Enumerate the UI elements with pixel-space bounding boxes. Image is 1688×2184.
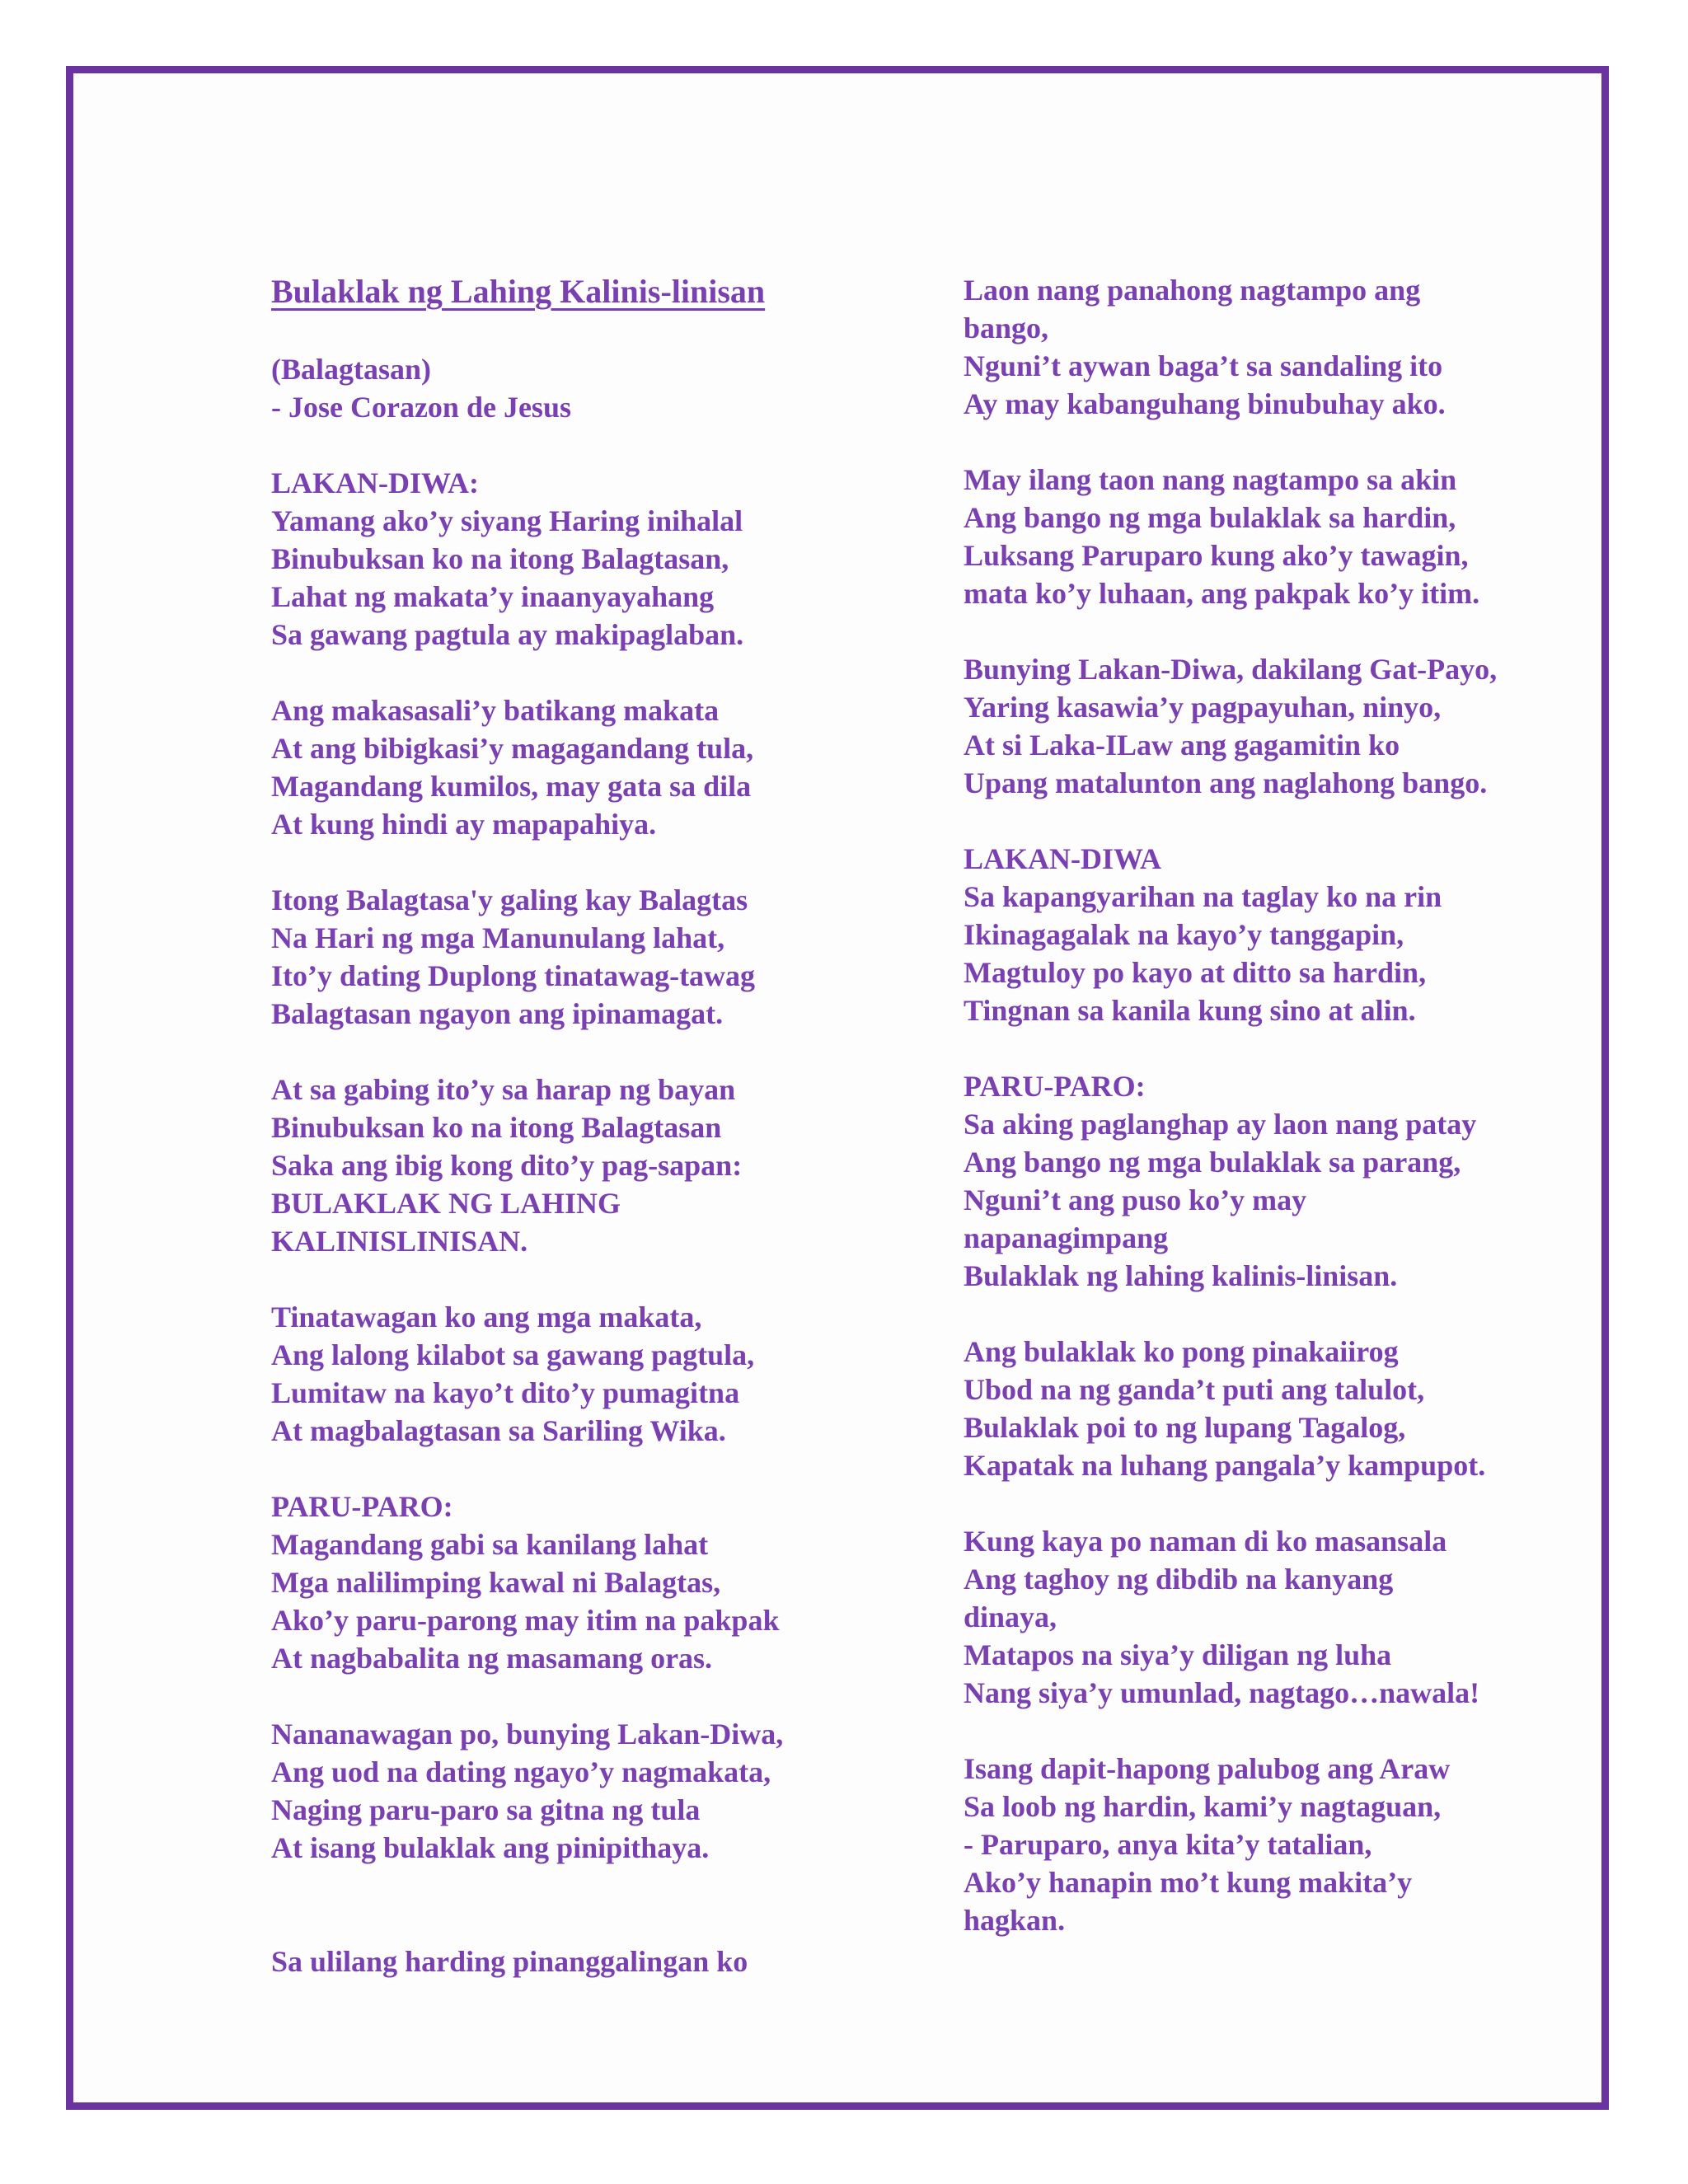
poem-subtitle: (Balagtasan) — [271, 353, 432, 386]
stanza — [271, 691, 873, 843]
poem-line: Ang bango ng mga bulaklak sa parang, — [964, 1146, 1461, 1179]
poem-line: May ilang taon nang nagtampo sa akin — [964, 463, 1457, 496]
poem-line: Ito’y dating Duplong tinatawag-tawag — [271, 959, 756, 992]
right-stanzas — [964, 271, 1565, 1939]
poem-line: Sa gawang pagtula ay makipaglaban. — [271, 618, 744, 651]
poem-line: At nagbabalita ng masamang oras. — [271, 1642, 713, 1675]
poem-line: bango, — [964, 312, 1049, 344]
stanza — [271, 1298, 873, 1450]
poem-line: Ako’y hanapin mo’t kung makita’y — [964, 1866, 1413, 1899]
poem-line: At si Laka-ILaw ang gagamitin ko — [964, 729, 1400, 762]
poem-line: At isang bulaklak ang pinipithaya. — [271, 1831, 710, 1864]
poem-line: Laon nang panahong nagtampo ang — [964, 274, 1421, 307]
poem-line: Lahat ng makata’y inaanyayahang — [271, 580, 715, 613]
left-column — [271, 271, 873, 1980]
stanza — [271, 1488, 873, 1677]
left-last-line: Sa ulilang harding pinanggalingan ko — [271, 1945, 748, 1978]
poem-line: Sa aking paglanghap ay laon nang patay — [964, 1108, 1477, 1141]
poem-line: Bulaklak ng lahing kalinis-linisan. — [964, 1259, 1398, 1292]
poem-line: Mga nalilimping kawal ni Balagtas, — [271, 1566, 721, 1599]
poem-line: Nananawagan po, bunying Lakan-Diwa, — [271, 1718, 784, 1750]
poem-line: Itong Balagtasa'y galing kay Balagtas — [271, 883, 748, 916]
poem-line: Magandang gabi sa kanilang lahat — [271, 1528, 709, 1561]
poem-line: Binubuksan ko na itong Balagtasan, — [271, 542, 729, 575]
poem-line: Sa kapangyarihan na taglay ko na rin — [964, 880, 1442, 913]
left-stanzas — [271, 464, 873, 1867]
poem-line: Na Hari ng mga Manunulang lahat, — [271, 921, 725, 954]
poem-line: Luksang Paruparo kung ako’y tawagin, — [964, 539, 1469, 572]
right-column — [964, 271, 1565, 1977]
poem-line: mata ko’y luhaan, ang pakpak ko’y itim. — [964, 577, 1480, 610]
header-block — [271, 350, 873, 426]
poem-line: Ako’y paru-parong may itim na pakpak — [271, 1604, 780, 1637]
poem-line: Tingnan sa kanila kung sino at alin. — [964, 994, 1416, 1027]
poem-line: Isang dapit-hapong palubog ang Araw — [964, 1752, 1451, 1785]
poem-line: LAKAN-DIWA — [964, 842, 1162, 875]
poem-line: At sa gabing ito’y sa harap ng bayan — [271, 1073, 736, 1106]
poem-line: napanagimpang — [964, 1221, 1169, 1254]
stanza — [964, 1750, 1565, 1939]
poem-line: Balagtasan ngayon ang ipinamagat. — [271, 997, 724, 1030]
poem-line: PARU-PARO: — [964, 1070, 1146, 1103]
page-border-frame — [66, 66, 1609, 2110]
poem-line: Yaring kasawia’y pagpayuhan, ninyo, — [964, 691, 1442, 724]
stanza — [271, 464, 873, 654]
poem-line: Ang bulaklak ko pong pinakaiirog — [964, 1335, 1399, 1368]
stanza-gap — [271, 1905, 873, 1943]
stanza — [271, 1071, 873, 1260]
poem-line: Ang bango ng mga bulaklak sa hardin, — [964, 501, 1456, 534]
poem-line: hagkan. — [964, 1904, 1066, 1937]
poem-line: Ay may kabanguhang binubuhay ako. — [964, 387, 1446, 420]
poem-title: Bulaklak ng Lahing Kalinis-linisan — [271, 273, 766, 310]
poem-line: - Paruparo, anya kita’y tatalian, — [964, 1828, 1372, 1861]
poem-line: Lumitaw na kayo’t dito’y pumagitna — [271, 1376, 740, 1409]
stanza — [964, 1067, 1565, 1295]
poem-line: Ang lalong kilabot sa gawang pagtula, — [271, 1338, 755, 1371]
poem-line: Kapatak na luhang pangala’y kampupot. — [964, 1449, 1486, 1482]
poem-line: Yamang ako’y siyang Haring inihalal — [271, 504, 743, 537]
poem-line: Magtuloy po kayo at ditto sa hardin, — [964, 956, 1427, 989]
poem-line: Naging paru-paro sa gitna ng tula — [271, 1793, 701, 1826]
poem-line: At ang bibigkasi’y magagandang tula, — [271, 732, 754, 765]
poem-line: Ang uod na dating ngayo’y nagmakata, — [271, 1755, 771, 1788]
poem-line: Nang siya’y umunlad, nagtago…nawala! — [964, 1676, 1480, 1709]
stanza — [964, 461, 1565, 612]
stanza — [964, 840, 1565, 1029]
stanza — [964, 271, 1565, 423]
stanza — [964, 1522, 1565, 1712]
poem-line: Matapos na siya’y diligan ng luha — [964, 1638, 1392, 1671]
stanza — [964, 650, 1565, 802]
poem-line: Ang taghoy ng dibdib na kanyang — [964, 1563, 1394, 1596]
stanza — [271, 1715, 873, 1867]
poem-line: Nguni’t aywan baga’t sa sandaling ito — [964, 349, 1443, 382]
poem-line: Tinatawagan ko ang mga makata, — [271, 1301, 702, 1333]
poem-line: Saka ang ibig kong dito’y pag-sapan: — [271, 1149, 743, 1182]
stanza — [964, 1333, 1565, 1484]
poem-line: dinaya, — [964, 1601, 1057, 1633]
poem-line: Upang matalunton ang naglahong bango. — [964, 766, 1488, 799]
stanza — [271, 881, 873, 1033]
poem-line: PARU-PARO: — [271, 1490, 453, 1523]
poem-author: - Jose Corazon de Jesus — [271, 391, 571, 424]
poem-line: Bunying Lakan-Diwa, dakilang Gat-Payo, — [964, 653, 1498, 686]
poem-line: KALINISLINISAN. — [271, 1225, 528, 1258]
poem-line: Nguni’t ang puso ko’y may — [964, 1183, 1307, 1216]
poem-line: Ang makasasali’y batikang makata — [271, 694, 720, 727]
poem-line: Magandang kumilos, may gata sa dila — [271, 770, 752, 803]
poem-line: Bulaklak poi to ng lupang Tagalog, — [964, 1411, 1406, 1444]
poem-line: Ubod na ng ganda’t puti ang talulot, — [964, 1373, 1425, 1406]
poem-line: At kung hindi ay mapapahiya. — [271, 808, 657, 841]
poem-line: Ikinagagalak na kayo’y tanggapin, — [964, 918, 1404, 951]
poem-line: Binubuksan ko na itong Balagtasan — [271, 1111, 722, 1144]
poem-line: LAKAN-DIWA: — [271, 466, 479, 499]
poem-line: Kung kaya po naman di ko masansala — [964, 1525, 1447, 1558]
poem-line: Sa loob ng hardin, kami’y nagtaguan, — [964, 1790, 1442, 1823]
poem-line: BULAKLAK NG LAHING — [271, 1187, 621, 1220]
poem-line: At magbalagtasan sa Sariling Wika. — [271, 1414, 726, 1447]
